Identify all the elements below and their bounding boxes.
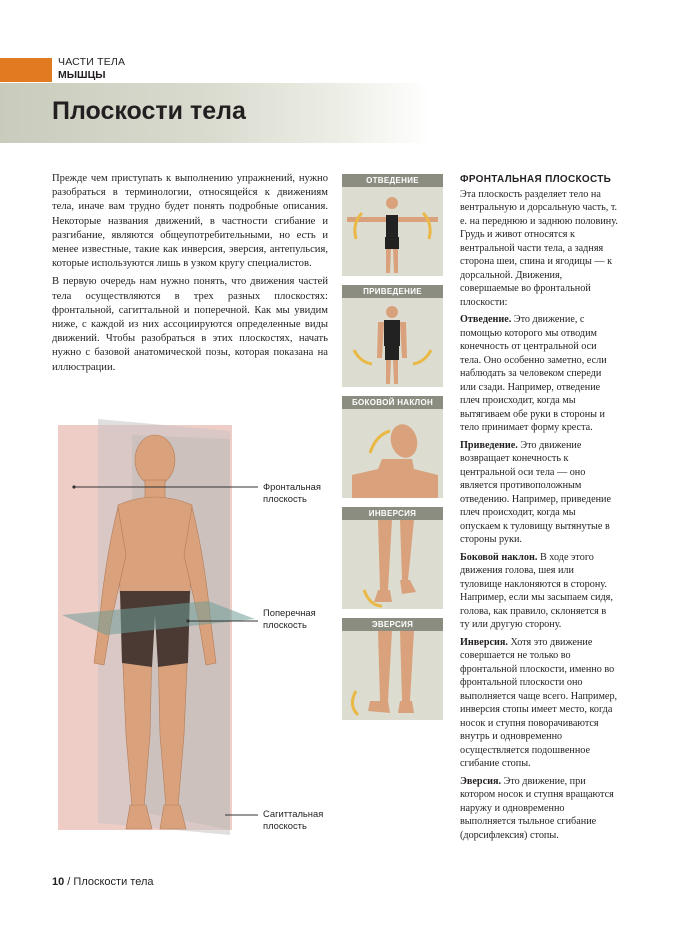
intro-paragraph: Прежде чем приступать к выполнению упражнений, нужно разобраться в терминологии, относящейся к движениям тела, иначе вам трудно будет понять подробные описания. Некоторые названия движений, в частности сгибание и разгибание, являются общеупотребительными, но есть и менее известные, такие как инверсия, эверсия, антепульсия, которые используются лишь в узком кругу специалистов. — [52, 173, 328, 270]
thumb-inversion-title: ИНВЕРСИЯ — [342, 507, 443, 520]
label-frontal-line2: плоскость — [263, 493, 307, 504]
thumb-lateral-flexion-title: БОКОВОЙ НАКЛОН — [342, 396, 443, 409]
inversion-photo — [342, 520, 443, 609]
desc-abduction: Это движение, с помощью которого мы отводим конечность от центральной оси тела. Оно особенно заметно, если наблюдать за человеком спереди или сзади. Например, отведение плеч происходит, когда мы вытягиваем обе руки в стороны и тело принимает форму креста. — [460, 314, 607, 433]
label-transverse-line2: плоскость — [263, 619, 307, 630]
thumb-adduction — [342, 285, 443, 387]
section-intro: Эта плоскость разделяет тело на вентральную и дорсальную часть, т. е. на переднюю и заднюю половину. Грудь и живот относятся к вентральной части тела, а задняя сторона шеи, спина и ягодицы — к дорсальной. Движения, совершаемые во фронтальной плоскости: — [460, 188, 618, 308]
movement-eversion — [460, 775, 618, 843]
movement-abduction — [460, 313, 618, 435]
thumb-abduction-title: ОТВЕДЕНИЕ — [342, 174, 443, 187]
term-eversion: Эверсия. — [460, 775, 502, 787]
movement-adduction — [460, 439, 618, 547]
label-sagittal-line2: плоскость — [263, 820, 307, 831]
term-adduction: Приведение. — [460, 439, 518, 451]
thumb-inversion — [342, 507, 443, 609]
abduction-photo — [342, 187, 443, 276]
thumb-eversion — [342, 618, 443, 720]
thumb-lateral-flexion — [342, 396, 443, 498]
movement-lateral-flexion — [460, 551, 618, 632]
section-tab — [0, 58, 52, 82]
label-frontal-line1: Фронтальная — [263, 481, 321, 492]
label-transverse-line1: Поперечная — [263, 607, 316, 618]
desc-adduction: Это движение возвращает конечность к центральной оси тела — оно является противоположным отведению. Например, приведение плеч происходит, когда мы опускаем к туловищу вытянутые в стороны руки. — [460, 439, 612, 545]
running-head-section: ЧАСТИ ТЕЛА — [58, 56, 126, 68]
movement-inversion — [460, 636, 618, 771]
footer-section: Плоскости тела — [73, 876, 154, 888]
desc-eversion: Это движение, при котором носок и ступня вращаются наружу и одновременно выполняется тыльное сгибание (дорсифлексия) стопы. — [460, 775, 614, 841]
intro-text — [52, 172, 328, 379]
desc-inversion: Хотя это движение совершается не только во фронтальной плоскости, именно во фронтальной плоскости оно выполняется чаще всего. Например, инверсия стопы имеет место, когда носок и ступня поворачиваются внутрь и одновременно осуществляется подошвенное сгибание стопы. — [460, 636, 618, 769]
frontal-plane-text — [460, 173, 618, 846]
label-frontal-plane — [263, 481, 321, 505]
page-title: Плоскости тела — [52, 97, 246, 125]
intro-paragraph: В первую очередь нам нужно понять, что движения частей тела осуществляются в трех разных плоскостях: фронтальной, сагиттальной и поперечной. Как мы увидим ниже, с каждой из них ассоциируются определенные виды движений. Чтобы разобраться в этих плоскостях, начать нужно с базовой анатомической позы, которая показана на иллюстрации. — [52, 276, 328, 373]
thumb-adduction-title: ПРИВЕДЕНИЕ — [342, 285, 443, 298]
term-abduction: Отведение. — [460, 314, 512, 325]
term-inversion: Инверсия. — [460, 636, 508, 648]
footer-separator: / — [64, 876, 74, 888]
running-head — [58, 56, 125, 82]
label-sagittal-plane — [263, 808, 323, 832]
term-lateral-flexion: Боковой наклон. — [460, 551, 538, 563]
label-sagittal-line1: Сагиттальная — [263, 808, 324, 819]
thumb-abduction — [342, 174, 443, 276]
thumb-eversion-title: ЭВЕРСИЯ — [342, 618, 443, 631]
section-heading: ФРОНТАЛЬНАЯ ПЛОСКОСТЬ — [460, 174, 612, 185]
desc-lateral-flexion: В ходе этого движения голова, шея или туловище наклоняются в сторону. Например, если мы засыпаем сидя, голова, как правило, склоняется в ту или другую сторону. — [460, 551, 613, 630]
label-transverse-plane — [263, 607, 316, 631]
eversion-photo — [342, 631, 443, 720]
page-number: 10 — [52, 876, 65, 888]
lateral-flexion-photo — [342, 409, 443, 498]
page-footer — [52, 876, 153, 888]
adduction-photo — [342, 298, 443, 387]
running-head-subsection: МЫШЦЫ — [58, 69, 106, 81]
anatomy-figure — [40, 405, 340, 850]
